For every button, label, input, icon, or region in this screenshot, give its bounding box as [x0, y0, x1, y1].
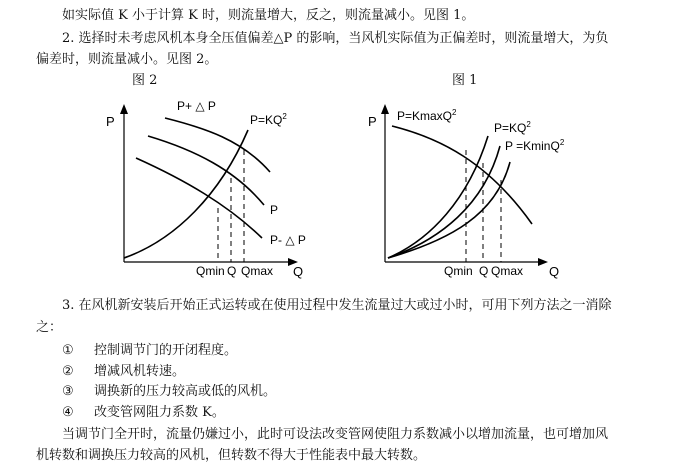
figure-1-x-arrow	[538, 258, 548, 266]
figure-1-x-label: Q	[549, 264, 560, 279]
figure-2-y-label: P	[106, 114, 115, 129]
figure-2-x-label: Q	[293, 264, 304, 279]
paragraph-3-line-2: 之：	[36, 320, 63, 335]
method-text: 调换新的压力较高或低的风机。	[94, 384, 277, 399]
method-number: ②	[62, 364, 74, 379]
figure-2-tick-qmax: Qmax	[241, 264, 274, 278]
paragraph-4-line-2: 机转数和调换压力较高的风机，但转数不得大于性能表中最大转数。	[36, 448, 427, 463]
figure-1-tick-qmin: Qmin	[444, 264, 473, 278]
paragraph-3-line-1: 3. 在风机新安装后开始正式运转或在使用过程中发生流量过大或过小时，可用下列方法之一消除	[62, 298, 612, 313]
figure-1-label-k: $P=KQ^2$	[494, 120, 531, 135]
figure-2-label-p-minus: P- △ P	[270, 233, 306, 247]
paragraph-2-line-2: 偏差时，则流量减小。见图 2。	[36, 52, 218, 67]
figure-1-title: 图 1	[452, 73, 478, 88]
figure-2-title: 图 2	[132, 73, 158, 88]
method-number: ④	[62, 405, 74, 420]
paragraph-4-line-1: 当调节门全开时，流量仍嫌过小，此时可设法改变管网使阻力系数减小以增加流量，也可增加风	[62, 427, 609, 442]
figure-1-tick-q: Q	[479, 264, 489, 278]
method-text: 控制调节门的开闭程度。	[94, 343, 238, 358]
figure-2-label-p-plus: P+ △ P	[177, 99, 216, 113]
figure-1-label-kmin: P =KminQ$^2$	[505, 138, 565, 153]
figure-2-tick-qmin: Qmin	[196, 264, 225, 278]
figure-1-y-label: P	[368, 114, 377, 129]
method-item	[62, 360, 185, 379]
paragraph-2-line-1: 2. 选择时未考虑风机本身全压值偏差△P 的影响，当风机实际值为正偏差时，则流量增大，为负	[62, 31, 609, 46]
method-item	[62, 401, 225, 420]
method-number: ①	[62, 343, 74, 358]
method-item	[62, 380, 276, 399]
method-item	[62, 339, 237, 358]
figure-2-label-p: P	[270, 203, 279, 217]
figure-1-y-arrow	[381, 104, 389, 114]
method-text: 改变管网阻力系数 K。	[94, 405, 225, 420]
method-text: 增减风机转速。	[94, 364, 186, 379]
figure-2-tick-q: Q	[227, 264, 237, 278]
paragraph-1: 如实际值 K 小于计算 K 时，则流量增大，反之，则流量减小。见图 1。	[62, 8, 475, 23]
figure-1-tick-qmax: Qmax	[491, 264, 524, 278]
figure-2-label-system: $P=KQ^2$	[250, 112, 287, 127]
figure-1-label-kmax: P=KmaxQ$^2$	[397, 108, 457, 123]
method-number: ③	[62, 384, 74, 399]
